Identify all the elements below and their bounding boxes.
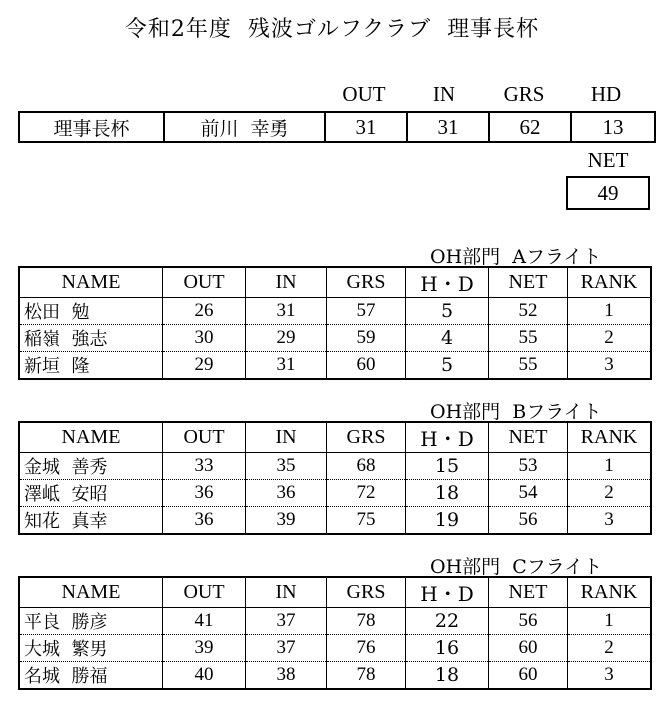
cell-in: 36	[246, 480, 327, 507]
cell-out: 33	[163, 453, 246, 480]
table-row	[19, 507, 651, 535]
cell-net: 56	[489, 608, 568, 635]
column-header-hd: H・D	[406, 422, 489, 453]
player-name: 金城 善秀	[19, 453, 163, 480]
cell-rank: 1	[568, 298, 652, 325]
column-header-net: NET	[489, 422, 568, 453]
champion-header-out: OUT	[342, 82, 386, 106]
cell-grs: 59	[327, 325, 406, 352]
cell-grs: 72	[327, 480, 406, 507]
cell-hd: 18	[406, 662, 489, 690]
player-name: 知花 真幸	[19, 507, 163, 535]
flight-c-table	[18, 576, 652, 690]
cell-out: 36	[163, 480, 246, 507]
cell-grs: 60	[327, 352, 406, 380]
table-header-row	[19, 267, 651, 298]
column-header-rank: RANK	[568, 422, 652, 453]
player-name: 澤岻 安昭	[19, 480, 163, 507]
player-name: 大城 繁男	[19, 635, 163, 662]
cell-net: 54	[489, 480, 568, 507]
cell-out: 29	[163, 352, 246, 380]
cell-rank: 1	[568, 608, 652, 635]
cell-in: 37	[246, 635, 327, 662]
champion-header-net: NET	[587, 148, 629, 172]
cell-rank: 2	[568, 325, 652, 352]
cell-net: 52	[489, 298, 568, 325]
champion-grs: 62	[489, 112, 571, 142]
cell-rank: 1	[568, 453, 652, 480]
cell-hd: 16	[406, 635, 489, 662]
cell-grs: 78	[327, 662, 406, 690]
player-name: 松田 勉	[19, 298, 163, 325]
flight-b-table	[18, 421, 652, 535]
champion-in: 31	[407, 112, 489, 142]
champion-header-hd: HD	[590, 82, 622, 106]
player-name: 名城 勝福	[19, 662, 163, 690]
cell-net: 55	[489, 352, 568, 380]
champion-table	[18, 111, 656, 143]
cell-hd: 18	[406, 480, 489, 507]
cell-rank: 2	[568, 635, 652, 662]
table-header-row	[19, 577, 651, 608]
cell-in: 35	[246, 453, 327, 480]
cell-in: 31	[246, 352, 327, 380]
column-header-out: OUT	[163, 422, 246, 453]
cell-out: 30	[163, 325, 246, 352]
cell-hd: 5	[406, 298, 489, 325]
champion-header-in: IN	[432, 82, 456, 106]
cell-rank: 3	[568, 662, 652, 690]
column-header-grs: GRS	[327, 577, 406, 608]
cell-in: 39	[246, 507, 327, 535]
champion-label: 理事長杯	[19, 112, 164, 142]
cell-rank: 2	[568, 480, 652, 507]
cell-rank: 3	[568, 507, 652, 535]
player-name: 稲嶺 強志	[19, 325, 163, 352]
column-header-rank: RANK	[568, 267, 652, 298]
cell-out: 41	[163, 608, 246, 635]
page-title: 令和2年度 残波ゴルフクラブ 理事長杯	[124, 17, 540, 42]
flight-a-table	[18, 266, 652, 380]
cell-net: 53	[489, 453, 568, 480]
cell-hd: 5	[406, 352, 489, 380]
column-header-grs: GRS	[327, 267, 406, 298]
cell-in: 29	[246, 325, 327, 352]
champion-out: 31	[325, 112, 407, 142]
cell-hd: 4	[406, 325, 489, 352]
table-row	[19, 608, 651, 635]
column-header-out: OUT	[163, 267, 246, 298]
champion-name: 前川 幸勇	[164, 112, 325, 142]
column-header-rank: RANK	[568, 577, 652, 608]
cell-in: 31	[246, 298, 327, 325]
champion-header-grs: GRS	[503, 82, 545, 106]
column-header-in: IN	[246, 267, 327, 298]
cell-net: 60	[489, 635, 568, 662]
cell-grs: 57	[327, 298, 406, 325]
flight-c-caption: OH部門 Cフライト	[430, 556, 603, 578]
cell-in: 37	[246, 608, 327, 635]
cell-out: 39	[163, 635, 246, 662]
cell-grs: 75	[327, 507, 406, 535]
table-row	[19, 662, 651, 690]
cell-net: 55	[489, 325, 568, 352]
column-header-name: NAME	[19, 422, 163, 453]
column-header-grs: GRS	[327, 422, 406, 453]
champion-net: 49	[566, 176, 650, 210]
cell-hd: 22	[406, 608, 489, 635]
cell-net: 60	[489, 662, 568, 690]
flight-a-caption: OH部門 Aフライト	[430, 246, 602, 268]
champion-row	[19, 112, 655, 142]
cell-hd: 15	[406, 453, 489, 480]
cell-rank: 3	[568, 352, 652, 380]
column-header-in: IN	[246, 422, 327, 453]
column-header-out: OUT	[163, 577, 246, 608]
cell-grs: 76	[327, 635, 406, 662]
cell-out: 40	[163, 662, 246, 690]
champion-hd: 13	[571, 112, 655, 142]
player-name: 新垣 隆	[19, 352, 163, 380]
flight-b-caption: OH部門 Bフライト	[430, 401, 602, 423]
column-header-hd: H・D	[406, 267, 489, 298]
table-row	[19, 325, 651, 352]
column-header-in: IN	[246, 577, 327, 608]
cell-out: 26	[163, 298, 246, 325]
table-row	[19, 480, 651, 507]
column-header-hd: H・D	[406, 577, 489, 608]
table-header-row	[19, 422, 651, 453]
cell-in: 38	[246, 662, 327, 690]
cell-hd: 19	[406, 507, 489, 535]
column-header-name: NAME	[19, 267, 163, 298]
column-header-net: NET	[489, 577, 568, 608]
player-name: 平良 勝彦	[19, 608, 163, 635]
cell-grs: 68	[327, 453, 406, 480]
column-header-name: NAME	[19, 577, 163, 608]
table-row	[19, 298, 651, 325]
cell-net: 56	[489, 507, 568, 535]
cell-out: 36	[163, 507, 246, 535]
column-header-net: NET	[489, 267, 568, 298]
table-row	[19, 352, 651, 380]
table-row	[19, 453, 651, 480]
cell-grs: 78	[327, 608, 406, 635]
table-row	[19, 635, 651, 662]
